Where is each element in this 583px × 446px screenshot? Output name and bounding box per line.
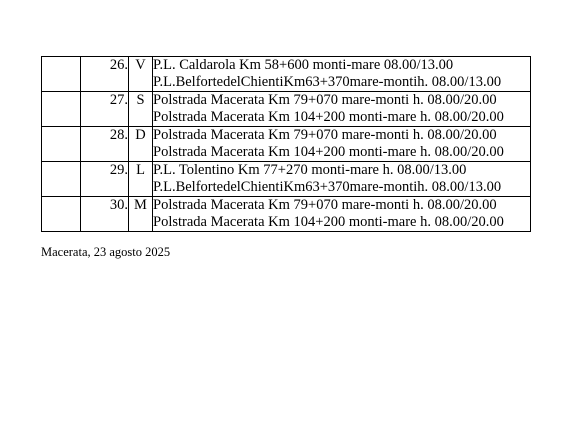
- table-row: [42, 92, 531, 127]
- checkpoint-line: Polstrada Macerata Km 79+070 mare-monti h. 08.00/20.00: [153, 197, 497, 213]
- weekday-letter: M: [129, 197, 153, 232]
- schedule-table: [41, 56, 531, 232]
- day-number: 29.: [81, 162, 129, 197]
- checkpoint-line: P.L. Caldarola Km 58+600 monti-mare 08.00/13.00: [153, 57, 454, 73]
- checkpoint-detail: [153, 57, 531, 92]
- day-number: 28.: [81, 127, 129, 162]
- checkpoint-detail: [153, 197, 531, 232]
- blank-cell: [42, 92, 81, 127]
- table-row: [42, 57, 531, 92]
- weekday-letter: D: [129, 127, 153, 162]
- checkpoint-detail: [153, 127, 531, 162]
- table-row: [42, 197, 531, 232]
- checkpoint-line: P.L.BelfortedelChientiKm63+370mare-montih. 08.00/13.00: [153, 179, 502, 195]
- table-row: [42, 127, 531, 162]
- blank-cell: [42, 57, 81, 92]
- weekday-letter: V: [129, 57, 153, 92]
- checkpoint-detail: [153, 162, 531, 197]
- day-number: 27.: [81, 92, 129, 127]
- checkpoint-line: Polstrada Macerata Km 79+070 mare-monti h. 08.00/20.00: [153, 127, 497, 143]
- checkpoint-line: P.L. Tolentino Km 77+270 monti-mare h. 08.00/13.00: [153, 162, 467, 178]
- checkpoint-line: Polstrada Macerata Km 104+200 monti-mare h. 08.00/20.00: [153, 214, 504, 230]
- checkpoint-line: Polstrada Macerata Km 79+070 mare-monti h. 08.00/20.00: [153, 92, 497, 108]
- checkpoint-line: Polstrada Macerata Km 104+200 monti-mare h. 08.00/20.00: [153, 144, 504, 160]
- blank-cell: [42, 127, 81, 162]
- checkpoint-line: Polstrada Macerata Km 104+200 monti-mare h. 08.00/20.00: [153, 109, 504, 125]
- checkpoint-detail: [153, 92, 531, 127]
- blank-cell: [42, 197, 81, 232]
- blank-cell: [42, 162, 81, 197]
- table-row: [42, 162, 531, 197]
- weekday-letter: L: [129, 162, 153, 197]
- day-number: 26.: [81, 57, 129, 92]
- day-number: 30.: [81, 197, 129, 232]
- place-date: Macerata, 23 agosto 2025: [41, 245, 171, 259]
- checkpoint-line: P.L.BelfortedelChientiKm63+370mare-montih. 08.00/13.00: [153, 74, 502, 90]
- weekday-letter: S: [129, 92, 153, 127]
